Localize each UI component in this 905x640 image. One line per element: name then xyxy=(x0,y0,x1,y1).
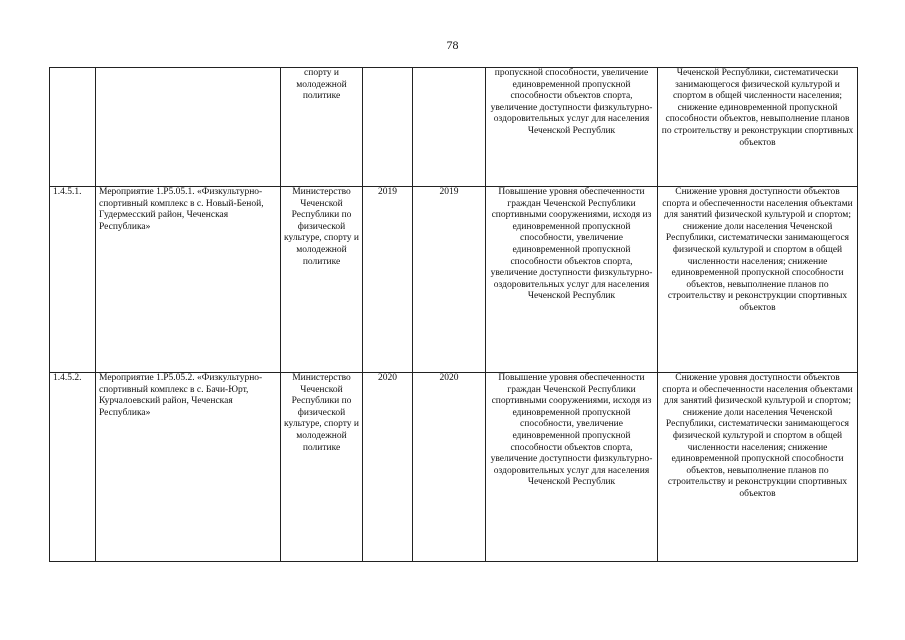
executor-cell: спорту и молодежной политике xyxy=(281,68,363,187)
consequences-cell: Снижение уровня доступности объектов спорта и обеспеченности населения объектами для занятий физической культурой и спортом; снижение доли населения Чеченской Республики, систематически занимающегося физической культурой и спортом в общей численности населения; снижение единовременной пропускной способности объектов, невыполнение планов по строительству и реконструкции спортивных объектов xyxy=(658,187,858,373)
end-year-cell: 2019 xyxy=(413,187,486,373)
expected-result-cell: Повышение уровня обеспеченности граждан Чеченской Республики спортивными сооружениями, исходя из единовременной пропускной способности, увеличение единовременной пропускной способности объектов спорта, увеличение доступности физкультурно-оздоровительных услуг для населения Чеченской Республик xyxy=(486,187,658,373)
executor-cell: Министерство Чеченской Республики по физической культуре, спорту и молодежной политике xyxy=(281,373,363,562)
row-number-cell: 1.4.5.2. xyxy=(50,373,96,562)
end-year-cell xyxy=(413,68,486,187)
row-number-cell xyxy=(50,68,96,187)
consequences-cell: Снижение уровня доступности объектов спорта и обеспеченности населения объектами для занятий физической культурой и спортом; снижение доли населения Чеченской Республики, систематически занимающегося физической культурой и спортом в общей численности населения; снижение единовременной пропускной способности объектов, невыполнение планов по строительству и реконструкции спортивных объектов xyxy=(658,373,858,562)
start-year-cell: 2019 xyxy=(363,187,413,373)
executor-cell: Министерство Чеченской Республики по физической культуре, спорту и молодежной политике xyxy=(281,187,363,373)
page-number: 78 xyxy=(446,38,459,52)
measure-name-cell xyxy=(96,68,281,187)
expected-result-cell: Повышение уровня обеспеченности граждан Чеченской Республики спортивными сооружениями, исходя из единовременной пропускной способности, увеличение единовременной пропускной способности объектов спорта, увеличение доступности физкультурно-оздоровительных услуг для населения Чеченской Республик xyxy=(486,373,658,562)
consequences-cell: Чеченской Республики, систематически занимающегося физической культурой и спортом в общей численности населения; снижение единовременной пропускной способности объектов, невыполнение планов по строительству и реконструкции спортивных объектов xyxy=(658,68,858,187)
measure-name-cell: Мероприятие 1.Р5.05.1. «Физкультурно-спортивный комплекс в с. Новый-Беной, Гудермесский район, Чеченская Республика» xyxy=(96,187,281,373)
table-row xyxy=(50,68,858,187)
measures-table xyxy=(49,67,858,562)
expected-result-cell: пропускной способности, увеличение единовременной пропускной способности объектов спорта, увеличение доступности физкультурно-оздоровительных услуг для населения Чеченской Республик xyxy=(486,68,658,187)
measure-name-cell: Мероприятие 1.Р5.05.2. «Физкультурно-спортивный комплекс в с. Бачи-Юрт, Курчалоевский район, Чеченская Республика» xyxy=(96,373,281,562)
table-row xyxy=(50,187,858,373)
start-year-cell: 2020 xyxy=(363,373,413,562)
row-number-cell: 1.4.5.1. xyxy=(50,187,96,373)
start-year-cell xyxy=(363,68,413,187)
table-row xyxy=(50,373,858,562)
end-year-cell: 2020 xyxy=(413,373,486,562)
